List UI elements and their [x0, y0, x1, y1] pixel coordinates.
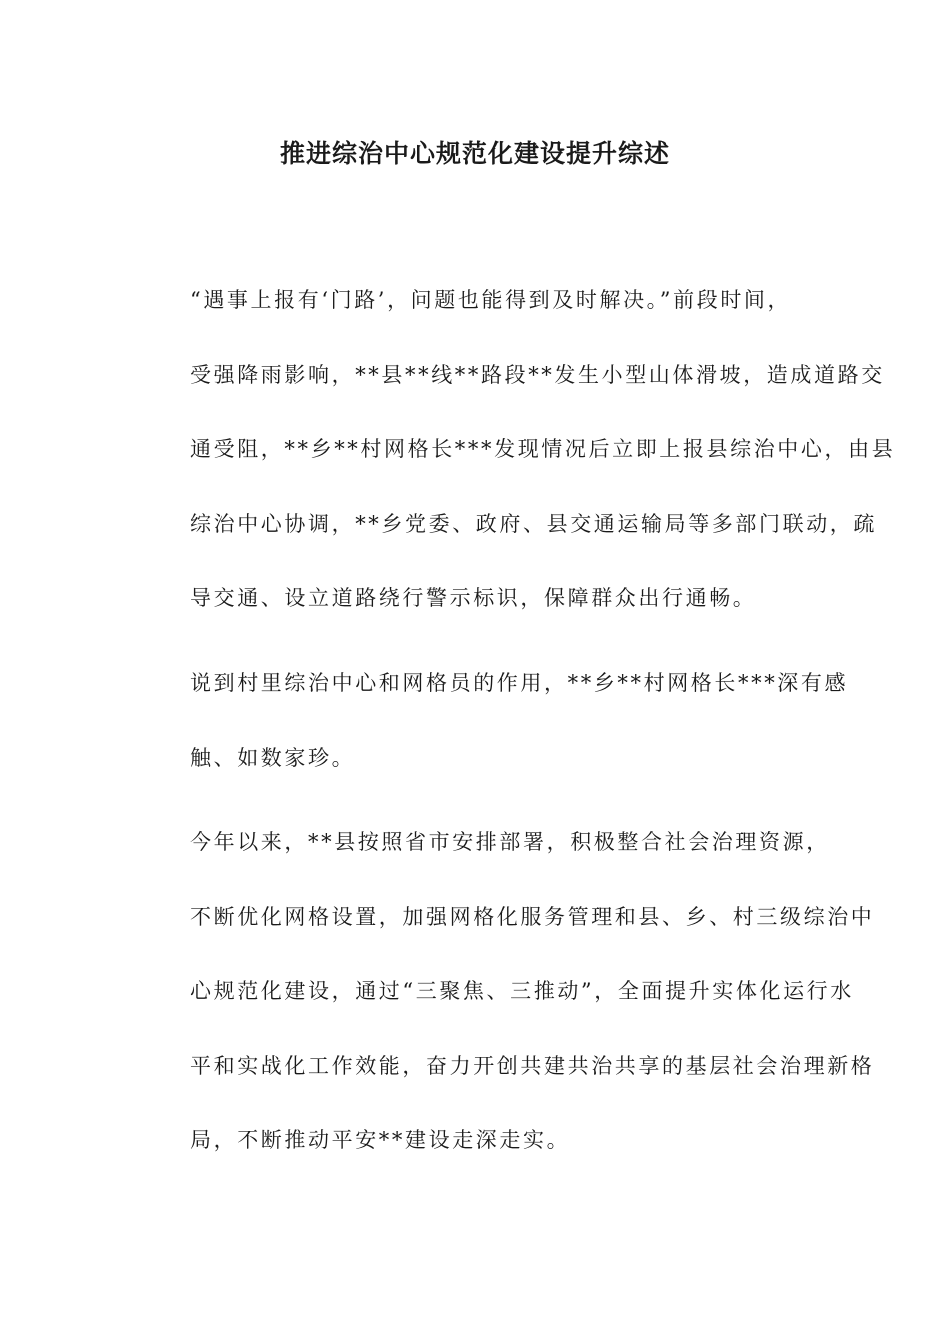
paragraph-line: 局，不断推动平安**建设走深走实。	[190, 1128, 571, 1152]
paragraph-line: 说到村里综治中心和网格员的作用，**乡**村网格长***深有感	[190, 671, 849, 695]
paragraph-line: 触、如数家珍。	[190, 745, 356, 770]
document-title: 推进综治中心规范化建设提升综述	[279, 139, 670, 168]
paragraph-line: 今年以来，**县按照省市安排部署，积极整合社会治理资源，	[190, 830, 830, 854]
paragraph-line: 受强降雨影响，**县**线**路段**发生小型山体滑坡，造成道路交	[190, 362, 885, 387]
paragraph-1	[146, 263, 896, 636]
paragraph-3	[146, 805, 875, 1178]
paragraph-line: 导交通、设立道路绕行警示标识，保障群众出行通畅。	[190, 586, 757, 610]
paragraph-line: 通受阻，**乡**村网格长***发现情况后立即上报县综治中心，由县	[190, 437, 896, 461]
paragraph-line: 心规范化建设，通过“三聚焦、三推动”，全面提升实体化运行水	[190, 979, 854, 1003]
paragraph-line: “遇事上报有‘门路’，问题也能得到及时解决。”前段时间，	[190, 288, 792, 312]
paragraph-line: 不断优化网格设置，加强网格化服务管理和县、乡、村三级综治中	[190, 904, 875, 929]
paragraph-line: 综治中心协调，**乡党委、政府、县交通运输局等多部门联动，疏	[190, 511, 877, 536]
paragraph-line: 平和实战化工作效能，奋力开创共建共治共享的基层社会治理新格	[190, 1053, 875, 1078]
paragraph-2	[146, 646, 849, 795]
